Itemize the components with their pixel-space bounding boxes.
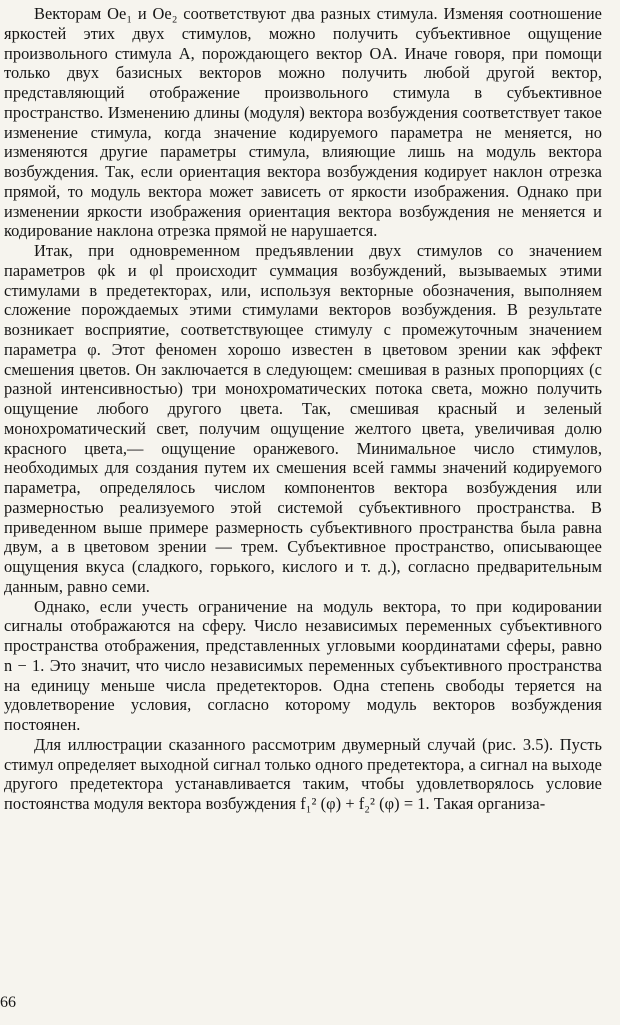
paragraph-1: Векторам Oe₁ и Oe₂ соответствуют два разных стимула. Изменяя соотношение яркостей этих двух стимулов, можно получить субъективное ощущение произвольного стимула A, порождающего вектор OA. Иначе говоря, при помощи только двух базисных векторов можно получить любой другой вектор, представляющий отображение произвольного стимула в субъективное пространство. Изменению длины (модуля) вектора возбуждения соответствует такое изменение стимула, когда значение кодируемого параметра не меняется, но изменяются другие параметры стимула, влияющие лишь на модуль вектора возбуждения. Так, если ориентация вектора возбуждения кодирует наклон отрезка прямой, то модуль вектора может зависеть от яркости изображения. Однако при изменении яркости изображения ориентация вектора возбуждения не меняется и кодирование наклона отрезка прямой не нарушается. [4, 4, 602, 241]
paragraph-3: Однако, если учесть ограничение на модуль вектора, то при кодировании сигналы отображаются на сферу. Число независимых переменных субъективного пространства отображения, представленных угловыми координатами сферы, равно n − 1. Это значит, что число независимых переменных субъективного пространства на единицу меньше числа предетекторов. Одна степень свободы теряется на удовлетворение условия, согласно которому модуль векторов возбуждения постоянен. [4, 596, 602, 734]
body-text [4, 4, 602, 814]
paragraph-2: Итак, при одновременном предъявлении двух стимулов со значением параметров φk и φl происходит суммация возбуждений, вызываемых этими стимулами в предетекторах, или, используя векторные обозначения, выполняем сложение порождаемых этими стимулами векторов возбуждения. В результате возникает восприятие, соответствующее стимулу с промежуточным значением параметра φ. Этот феномен хорошо известен в цветовом зрении как эффект смешения цветов. Он заключается в следующем: смешивая в разных пропорциях (с разной интенсивностью) три монохроматических потока света, можно получить ощущение любого другого цвета. Так, смешивая красный и зеленый монохроматический свет, получим ощущение желтого цвета, увеличивая долю красного цвета,— ощущение оранжевого. Минимальное число стимулов, необходимых для создания путем их смешения всей гаммы значений кодируемого параметра, определялось числом компонентов вектора возбуждения или размерностью реализуемого этой системой субъективного пространства. В приведенном выше примере размерность субъективного пространства была равна двум, а в цветовом зрении — трем. Субъективное пространство, описывающее ощущения вкуса (сладкого, горького, кислого и т. д.), согласно предварительным данным, равно семи. [4, 241, 602, 596]
page-number: 66 [0, 994, 16, 1011]
paragraph-4: Для иллюстрации сказанного рассмотрим двумерный случай (рис. 3.5). Пусть стимул определяет выходной сигнал только одного предетектора, а сигнал на выходе другого предетектора устанавливается таким, чтобы удовлетворялось условие постоянства модуля вектора возбуждения f₁² (φ) + f₂² (φ) = 1. Такая организа- [4, 734, 602, 813]
